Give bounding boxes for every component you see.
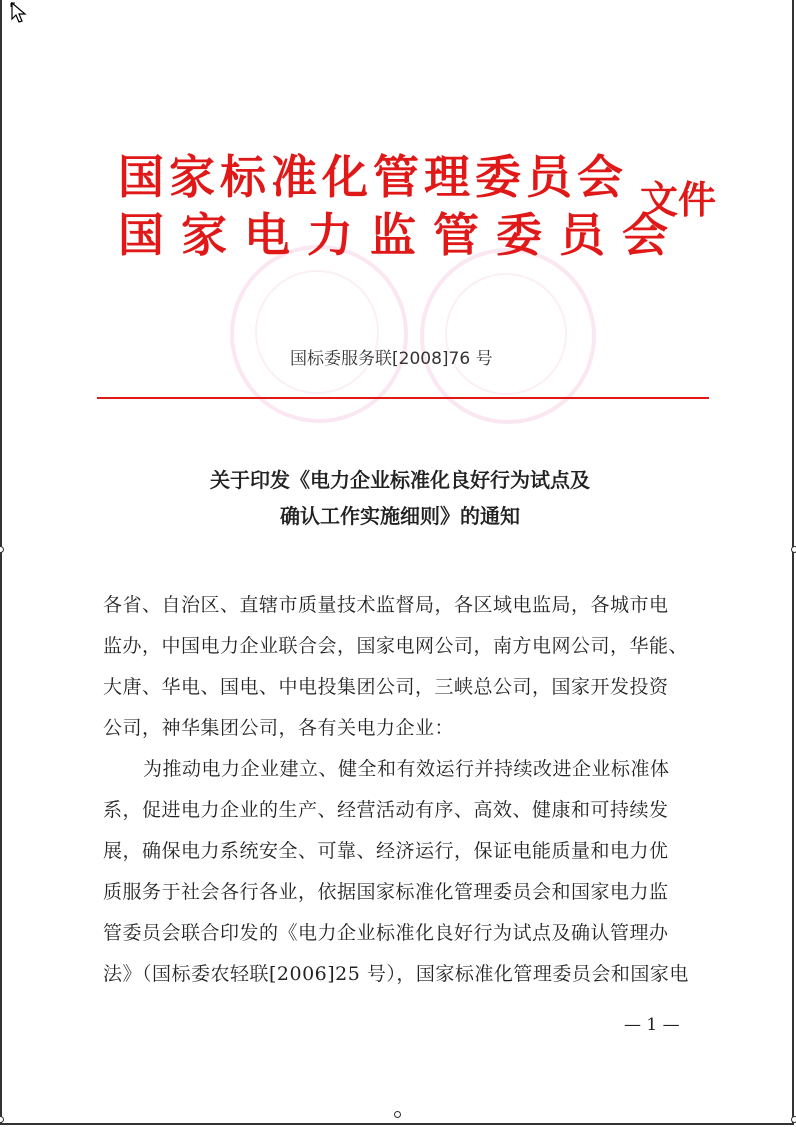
resize-handle-bottom[interactable] (394, 1111, 401, 1118)
body-line: 各省、自治区、直辖市质量技术监督局，各区域电监局，各城市电 (103, 594, 669, 616)
body-line: 法》（国标委农轻联[2006]25 号），国家标准化管理委员会和国家电 (103, 963, 689, 985)
mouse-pointer-icon (10, 2, 30, 24)
resize-handle-right[interactable] (791, 546, 796, 553)
body-line: 展，确保电力系统安全、可靠、经济运行，保证电能质量和电力优 (103, 840, 669, 862)
document-body (103, 585, 703, 995)
org-name-standardization: 国家标准化管理委员会 (118, 150, 628, 204)
body-line: 管委员会联合印发的《电力企业标准化良好行为试点及确认管理办 (103, 922, 669, 944)
body-line: 系，促进电力企业的生产、经营活动有序、高效、健康和可持续发 (103, 799, 669, 821)
resize-handle-bottom-right[interactable] (791, 1116, 796, 1123)
body-line: 公司，神华集团公司，各有关电力企业： (103, 717, 455, 739)
body-line: 为推动电力企业建立、健全和有效运行并持续改进企业标准体 (143, 758, 670, 780)
notice-title-line-2: 确认工作实施细则》的通知 (280, 504, 520, 528)
seal-stamp-right-inner (445, 273, 567, 395)
seal-stamp-left-inner (255, 270, 379, 394)
org-name-electricity-regulatory: 国家电力监管委员会 (118, 208, 685, 262)
red-divider (97, 397, 709, 399)
page-number: — 1 — (624, 1015, 680, 1035)
body-line: 大唐、华电、国电、中电投集团公司，三峡总公司，国家开发投资 (103, 676, 669, 698)
document-number: 国标委服务联[2008]76 号 (290, 349, 493, 369)
notice-title-line-1: 关于印发《电力企业标准化良好行为试点及 (210, 468, 590, 492)
body-line: 监办，中国电力企业联合会，国家电网公司，南方电网公司，华能、 (103, 635, 689, 657)
body-line: 质服务于社会各行各业，依据国家标准化管理委员会和国家电力监 (103, 881, 669, 903)
document-label: 文件 (640, 177, 717, 222)
notice-title (100, 462, 700, 534)
